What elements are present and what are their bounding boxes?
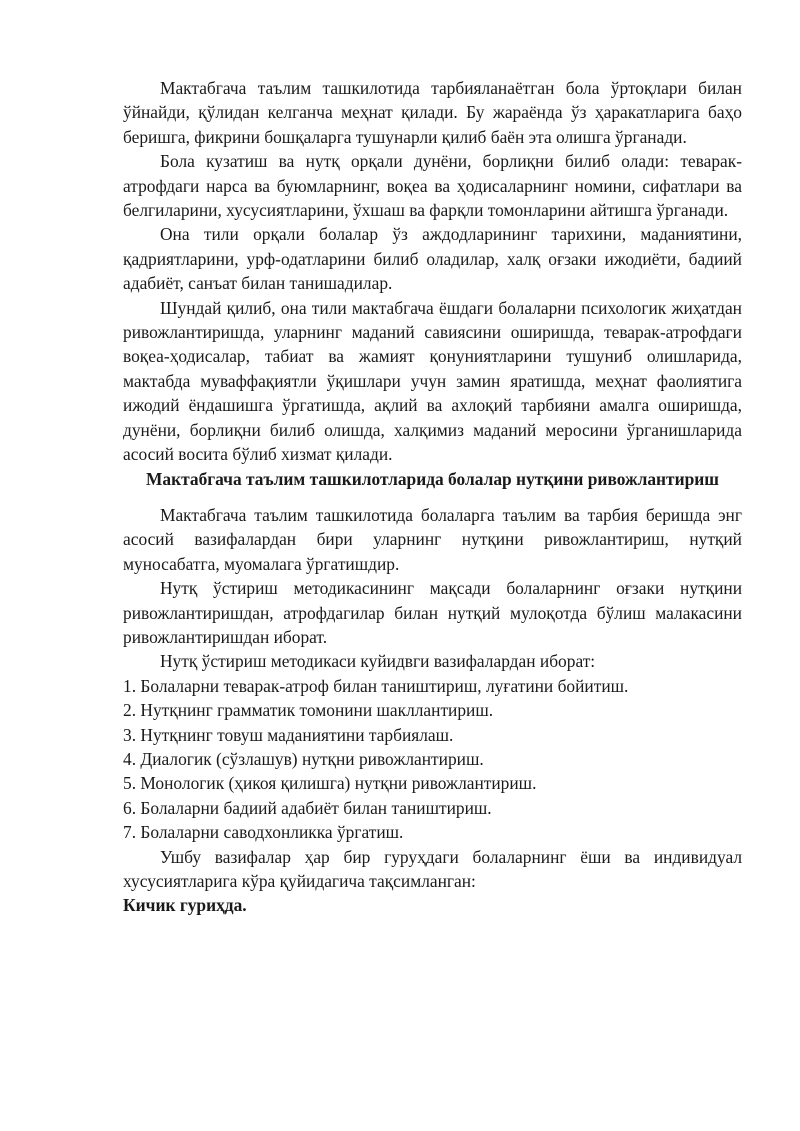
paragraph: Мактабгача таълим ташкилотида болаларга таълим ва тарбия беришда энг асосий вазифалардан бири уларнинг нутқини ривожлантириш, нутқий муносабатга, муомалага ўргатишдир.	[123, 504, 742, 574]
list-item: 1. Болаларни теварак-атроф билан таништириш, луғатини бойитиш.	[123, 675, 629, 696]
paragraph: Она тили орқали болалар ўз аждодларининг тарихини, маданиятини, қадриятларини, урф-одатларини билиб оладилар, халқ оғзаки ижодиёти, бадиий адабиёт, санъат билан танишадилар.	[123, 224, 742, 294]
paragraph: Бола кузатиш ва нутқ орқали дунёни, борлиқни билиб олади: теварак-атрофдаги нарса ва буюмларнинг, воқеа ва ҳодисаларнинг номини, сифатлари ва белгиларини, хусусиятларини, ўхшаш ва фарқли томонларини айтишга ўрганади.	[123, 151, 742, 221]
list-item: 4. Диалогик (сўзлашув) нутқни ривожлантириш.	[123, 748, 484, 769]
paragraph: Нутқ ўстириш методикаси куйидвги вазифалардан иборат:	[160, 651, 596, 672]
paragraph: Нутқ ўстириш методикасининг мақсади болаларнинг оғзаки нутқини ривожлантиришдан, атрофдагилар билан нутқий мулоқотда бўлиш малакасини ривожлантиришдан иборат.	[123, 578, 742, 647]
list-item: 6. Болаларни бадиий адабиёт билан таништириш.	[123, 797, 492, 818]
list-item: 7. Болаларни саводхонликка ўргатиш.	[123, 822, 404, 843]
task-list	[123, 674, 742, 845]
paragraph: Мактабгача таълим ташкилотида тарбияланаётган бола ўртоқлари билан ўйнайди, қўлидан келганча меҳнат қилади. Бу жараёнда ўз ҳаракатларига баҳо беришга, фикрини бошқаларга тушунарли қилиб баён эта олишга ўрганади.	[123, 78, 742, 147]
list-item: 2. Нутқнинг грамматик томонини шакллантириш.	[123, 700, 494, 721]
group-subheading: Кичик гуриҳда.	[123, 895, 247, 916]
paragraph: Ушбу вазифалар ҳар бир гуруҳдаги болаларнинг ёши ва индивидуал хусусиятларига кўра қуйидагича тақсимланган:	[123, 846, 742, 891]
list-item: 5. Монологик (ҳикоя қилишга) нутқни ривожлантириш.	[123, 773, 537, 794]
heading-spacer	[123, 491, 742, 503]
section-heading: Мактабгача таълим ташкилотларида болалар нутқини ривожлантириш	[145, 468, 719, 489]
document-page	[123, 76, 742, 918]
list-item: 3. Нутқнинг товуш маданиятини тарбиялаш.	[123, 724, 454, 745]
paragraph: Шундай қилиб, она тили мактабгача ёшдаги болаларни психологик жиҳатдан ривожлантиришда, уларнинг маданий савиясини оширишда, теварак-атрофдаги воқеа-ҳодисалар, табиат ва жамият қонуниятларини тушуниб олишларида, мактабда муваффақиятли ўқишлари учун замин яратишда, меҳнат фаолиятига ижодий ёндашишга ўргатишда, ақлий ва ахлоқий тарбияни амалга оширишда, дунёни, борлиқни билиб олишда, халқимиз маданий меросини ўрганишларида асосий восита бўлиб хизмат қилади.	[123, 297, 742, 465]
